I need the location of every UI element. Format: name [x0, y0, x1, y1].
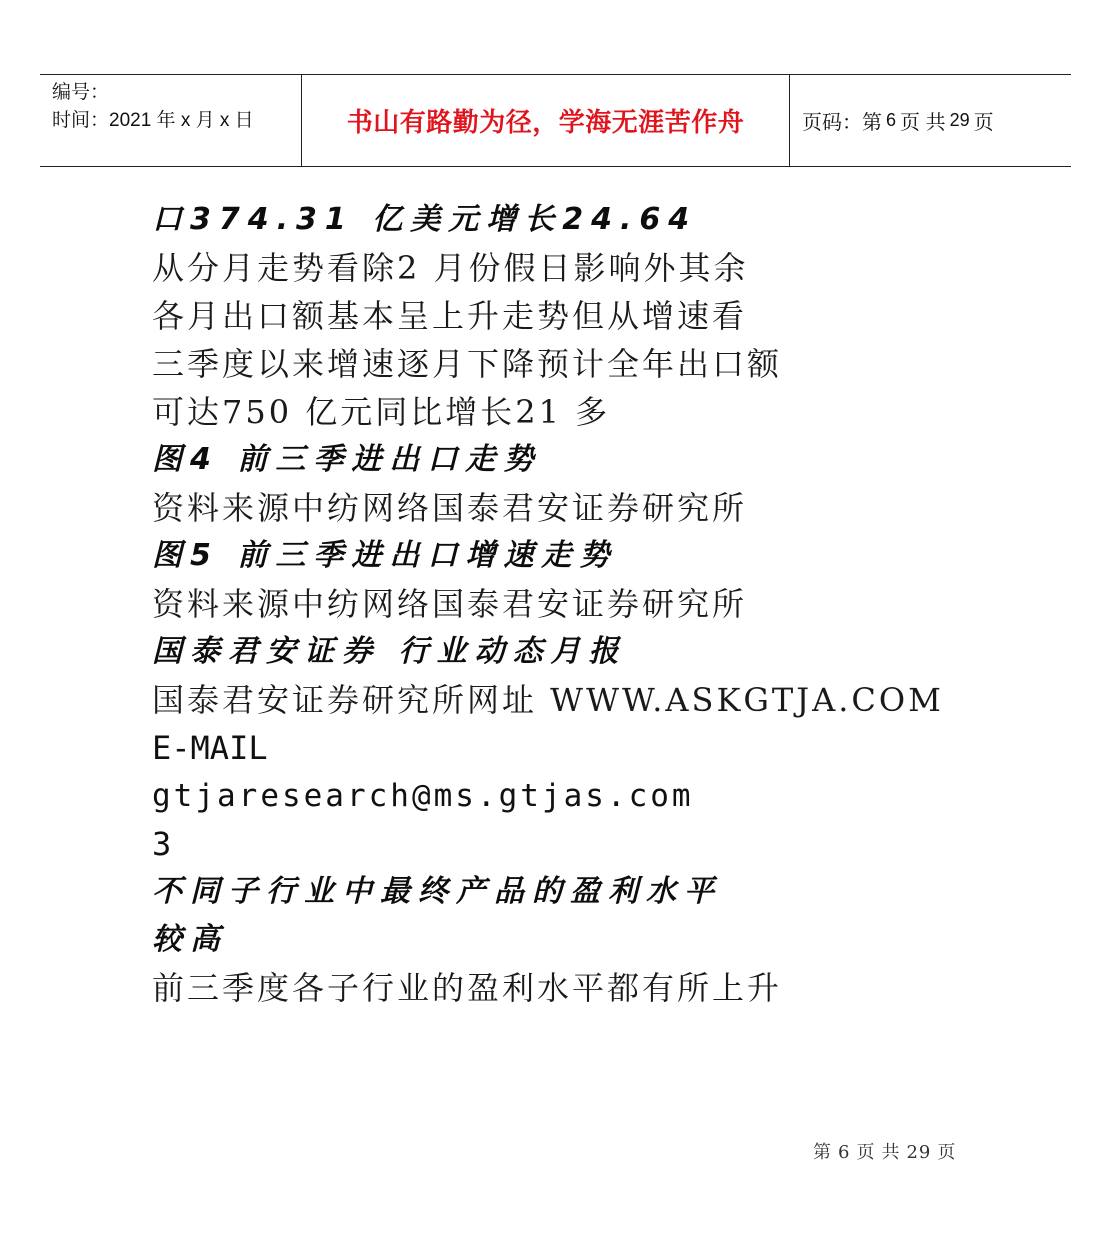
- figure-4-source: 资料来源中纺网络国泰君安证券研究所: [152, 489, 748, 527]
- page-current: 6: [886, 110, 897, 130]
- header-motto-cell: [302, 75, 790, 166]
- header-meta-cell: [40, 75, 302, 166]
- body-line: 各月出口额基本呈上升走势但从增速看: [152, 297, 748, 335]
- header-motto: 书山有路勤为径，学海无涯苦作舟: [346, 108, 745, 138]
- section-number: 3: [152, 825, 172, 863]
- page-suffix: 页: [973, 112, 994, 134]
- document-number-label: 编号：: [52, 82, 110, 103]
- document-header: [40, 74, 1071, 167]
- page-mid: 页 共: [900, 112, 946, 134]
- footer-mid1: 页: [856, 1142, 876, 1163]
- body-line: 三季度以来增速逐月下降预计全年出口额: [152, 345, 783, 383]
- body-line: 前三季度各子行业的盈利水平都有所上升: [152, 969, 783, 1007]
- page-footer: [810, 1138, 959, 1164]
- report-title-line: 国泰君安证券 行业动态月报: [152, 634, 627, 669]
- footer-total: 29: [906, 1142, 932, 1163]
- email-address: gtjaresearch@ms.gtjas.com: [152, 778, 694, 814]
- footer-current: 6: [838, 1142, 851, 1163]
- email-label: E-MAIL: [152, 729, 268, 767]
- figure-4-caption: 图4 前三季进出口走势: [152, 442, 542, 477]
- footer-mid2: 共: [881, 1142, 901, 1163]
- body-line: 可达750 亿元同比增长21 多: [152, 393, 611, 431]
- body-line-export-total: 口374.31 亿美元增长24.64: [152, 202, 698, 237]
- header-page-cell: [790, 75, 1071, 166]
- document-time-label: 时间：2021 年 x 月 x 日: [52, 110, 254, 131]
- section-heading: 不同子行业中最终产品的盈利水平: [152, 874, 722, 909]
- website-line: 国泰君安证券研究所网址 WWW.ASKGTJA.COM: [152, 681, 944, 719]
- body-line: 从分月走势看除2 月份假日影响外其余: [152, 249, 749, 287]
- page-prefix: 页码：第: [802, 112, 882, 134]
- document-body: [152, 196, 1052, 1012]
- footer-suffix: 页: [937, 1142, 957, 1163]
- figure-5-source: 资料来源中纺网络国泰君安证券研究所: [152, 585, 748, 623]
- page-total: 29: [949, 110, 970, 130]
- figure-5-caption: 图5 前三季进出口增速走势: [152, 538, 618, 573]
- section-heading-continued: 较高: [152, 922, 228, 957]
- footer-prefix: 第: [813, 1142, 832, 1163]
